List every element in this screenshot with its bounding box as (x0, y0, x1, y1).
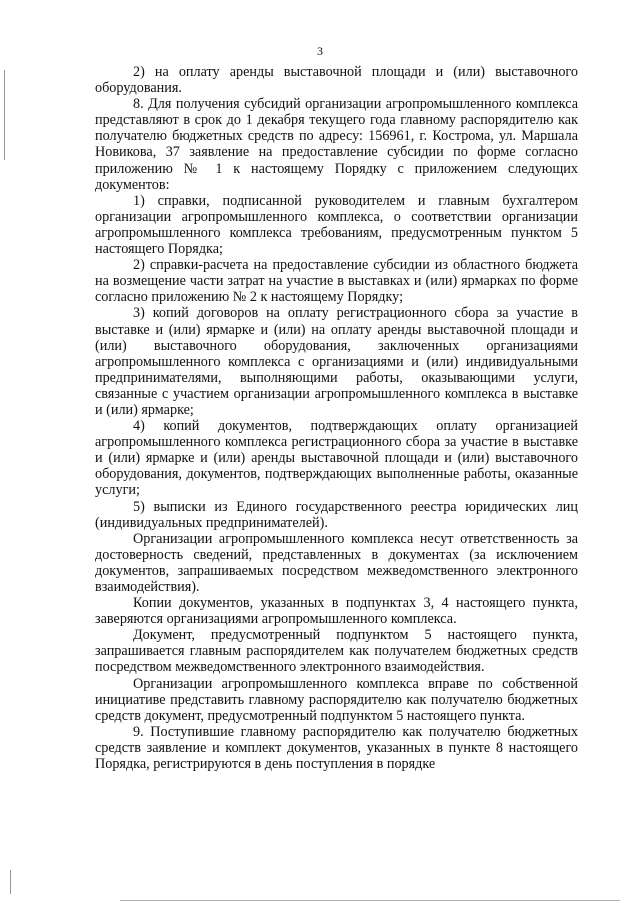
paragraph-clause-8: 8. Для получения субсидий организации агропромышленного комплекса представляют в срок до 1 декабря текущего года главному распорядителю как получателю бюджетных средств по адресу: 156961, г. Кострома, ул. Маршала Новикова, 37 заявление на предоставление субсидии по форме согласно приложению № 1 к настоящему Порядку с приложением следующих документов: (95, 96, 578, 193)
paragraph-subitem-4: 4) копий документов, подтверждающих оплату организацией агропромышленного комплекса регистрационного сбора за участие в выставке и (или) ярмарке и (или) аренды выставочной площади и (или) выставочного оборудования, документов, подтверждающих выполненные работы, оказанные услуги; (95, 418, 578, 499)
paragraph-subitem-3: 3) копий договоров на оплату регистрационного сбора за участие в выставке и (или) ярмарке и (или) на оплату аренды выставочной площади и (или) выставочного оборудования, заключенных организациями агропромышленного комплекса с организациями и (или) индивидуальными предпринимателями, выполняющими работы, оказывающими услуги, связанные с участием организации агропромышленного комплекса в выставке и (или) ярмарке; (95, 305, 578, 418)
paragraph-document-requested: Документ, предусмотренный подпунктом 5 настоящего пункта, запрашивается главным распорядителем как получателем бюджетных средств посредством межведомственного электронного взаимодействия. (95, 627, 578, 676)
document-body (95, 64, 578, 772)
scan-edge-mark (10, 870, 11, 894)
page-number: 3 (317, 44, 323, 58)
paragraph-responsibility: Организации агропромышленного комплекса несут ответственность за достоверность сведений, представленных в документах (за исключением документов, запрашиваемых посредством межведомственного электронного взаимодействия). (95, 530, 578, 595)
paragraph-subitem-5: 5) выписки из Единого государственного реестра юридических лиц (индивидуальных предпринимателей). (95, 498, 578, 531)
scan-edge-mark (4, 70, 5, 160)
paragraph-subitem-1: 1) справки, подписанной руководителем и главным бухгалтером организации агропромышленного комплекса, о соответствии организации агропромышленного комплекса требованиям, предусмотренным пунктом 5 настоящего Порядка; (95, 192, 578, 258)
scan-bottom-line (120, 900, 620, 901)
paragraph-copies-certified: Копии документов, указанных в подпунктах 3, 4 настоящего пункта, заверяются организациями агропромышленного комплекса. (95, 595, 578, 628)
paragraph-clause-9: 9. Поступившие главному распорядителю как получателю бюджетных средств заявление и комплект документов, указанных в пункте 8 настоящего Порядка, регистрируются в день поступления в порядке (95, 723, 578, 773)
paragraph-subitem-2: 2) справки-расчета на предоставление субсидии из областного бюджета на возмещение части затрат на участие в выставках и (или) ярмарках по форме согласно приложению № 2 к настоящему Порядку; (95, 257, 578, 306)
paragraph-1-item-2: 2) на оплату аренды выставочной площади и (или) выставочного оборудования. (95, 64, 578, 97)
paragraph-own-initiative: Организации агропромышленного комплекса вправе по собственной инициативе представить главному распорядителю как получателю бюджетных средств документ, предусмотренный подпунктом 5 настоящего пункта. (95, 675, 578, 724)
